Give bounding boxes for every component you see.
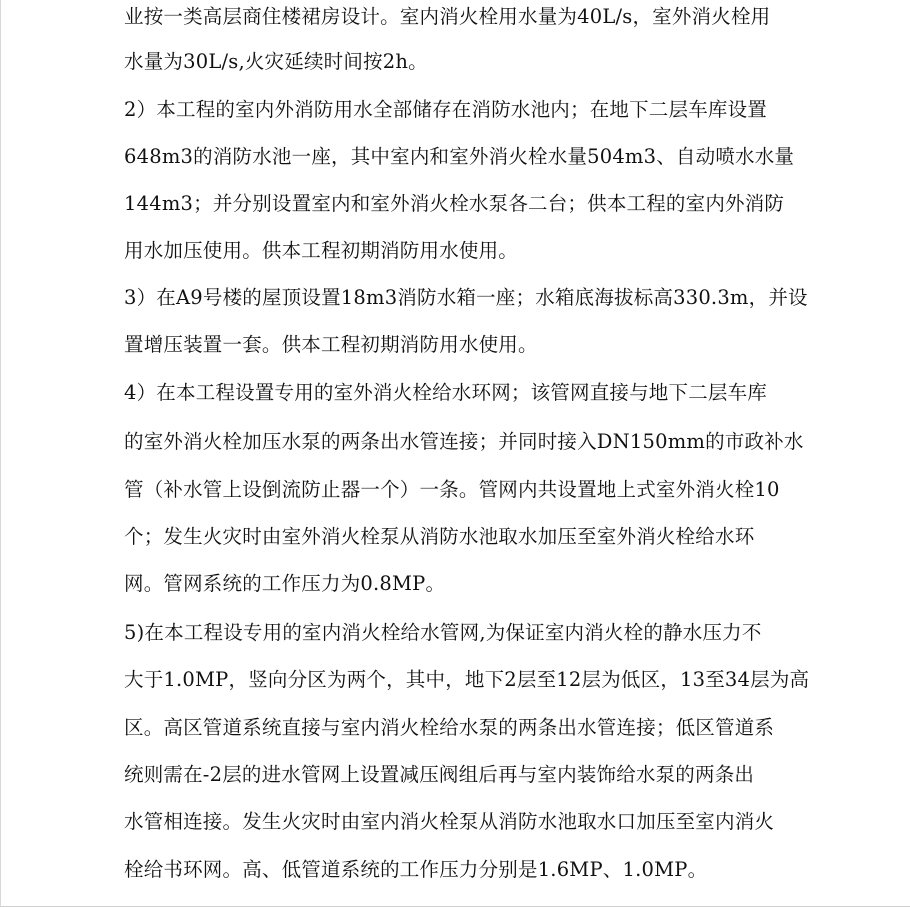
text-line: 水管相连接。发生火灾时由室内消火栓泵从消防水池取水口加压至室内消火 — [124, 810, 775, 833]
text-line: 的室外消火栓加压水泵的两条出水管连接；并同时接入DN150mm的市政补水 — [124, 430, 804, 453]
text-line: 管（补水管上设倒流防止器一个）一条。管网内共设置地上式室外消火栓10 — [124, 478, 780, 501]
text-line: 144m3；并分别设置室内和室外消火栓水泵各二台；供本工程的室内外消防 — [124, 192, 785, 215]
text-line: 3）在A9号楼的屋顶设置18m3消防水箱一座；水箱底海拔标高330.3m，并设 — [124, 286, 808, 309]
text-line: 5)在本工程设专用的室内消火栓给水管网,为保证室内消火栓的静水压力不 — [124, 621, 762, 644]
text-line: 水量为30L/s,火灾延续时间按2h。 — [124, 50, 428, 73]
text-line: 个；发生火灾时由室外消火栓泵从消防水池取水加压至室外消火栓给水环 — [124, 525, 755, 548]
text-line: 648m3的消防水池一座，其中室内和室外消火栓水量504m3、自动喷水水量 — [124, 145, 795, 168]
text-line: 大于1.0MP，竖向分区为两个，其中，地下2层至12层为低区，13至34层为高 — [124, 668, 810, 691]
text-line: 栓给书环网。高、低管道系统的工作压力分别是1.6MP、1.0MP。 — [124, 858, 708, 881]
text-line: 区。高区管道系统直接与室内消火栓给水泵的两条出水管连接；低区管道系 — [124, 716, 775, 739]
text-line: 置增压装置一套。供本工程初期消防用水使用。 — [124, 333, 538, 356]
text-line: 用水加压使用。供本工程初期消防用水使用。 — [124, 239, 519, 262]
text-line: 4）在本工程设置专用的室外消火栓给水环网；该管网直接与地下二层车库 — [124, 381, 768, 404]
text-line: 统则需在-2层的进水管网上设置减压阀组后再与室内装饰给水泵的两条出 — [124, 763, 755, 786]
text-line: 网。管网系统的工作压力为0.8MP。 — [124, 572, 446, 595]
page-left-border — [0, 0, 1, 907]
text-line: 业按一类高层商住楼裙房设计。室内消火栓用水量为40L/s，室外消火栓用 — [124, 5, 771, 28]
text-line: 2）本工程的室内外消防用水全部储存在消防水池内；在地下二层车库设置 — [124, 98, 768, 121]
